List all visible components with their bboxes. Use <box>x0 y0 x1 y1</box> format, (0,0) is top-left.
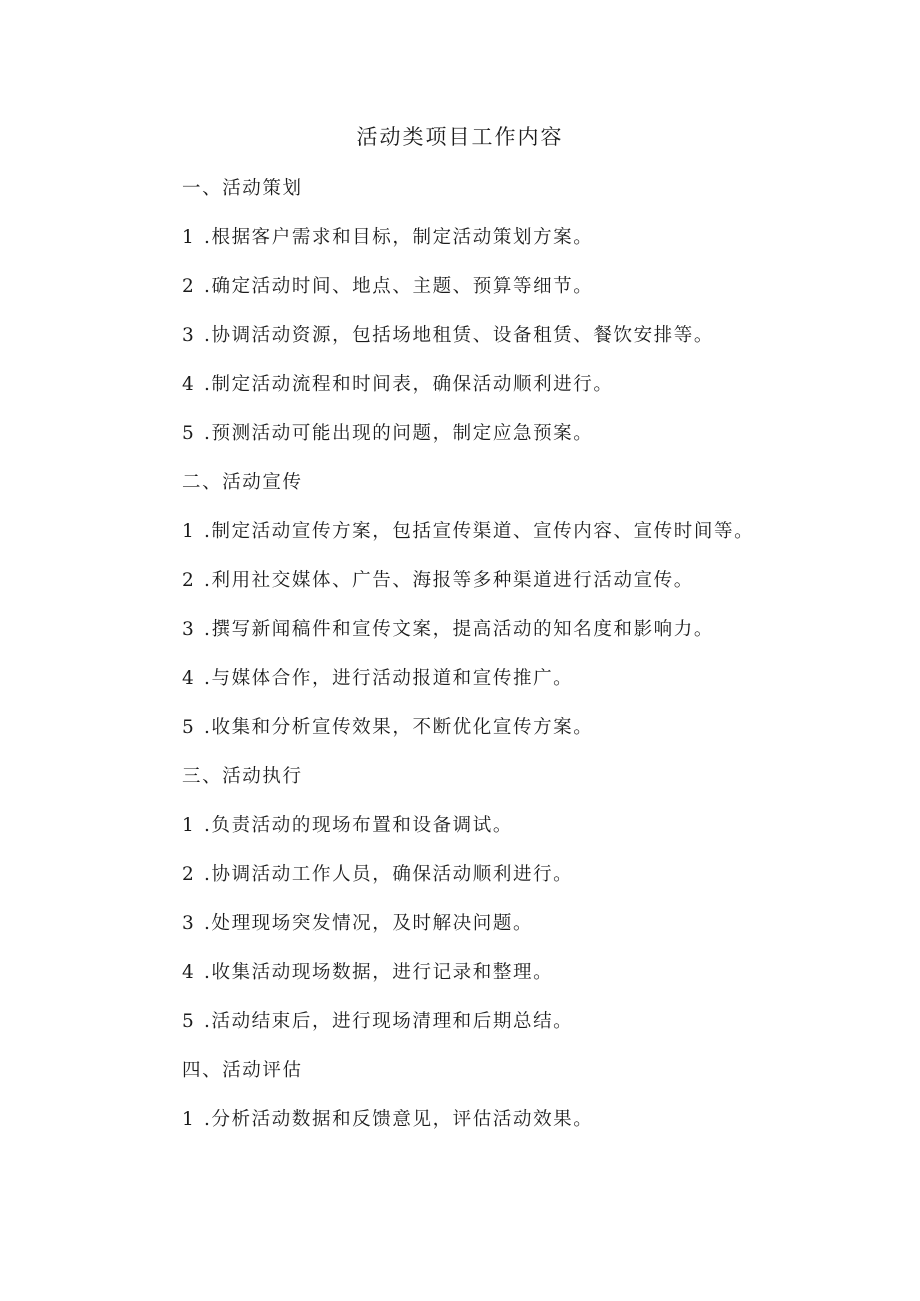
item-number: 4 <box>182 374 196 395</box>
section-heading: 二、活动宣传 <box>182 472 303 493</box>
item-number: 2 <box>182 276 196 297</box>
list-item <box>182 515 822 564</box>
list-item <box>182 319 822 368</box>
item-text: .撰写新闻稿件和宣传文案，提高活动的知名度和影响力。 <box>204 619 714 640</box>
item-text: .制定活动流程和时间表，确保活动顺利进行。 <box>204 374 614 395</box>
item-text: .根据客户需求和目标，制定活动策划方案。 <box>204 227 594 248</box>
list-item <box>182 221 822 270</box>
item-number: 2 <box>182 570 196 591</box>
item-text: .协调活动资源，包括场地租赁、设备租赁、餐饮安排等。 <box>204 325 714 346</box>
item-text: .收集活动现场数据，进行记录和整理。 <box>204 962 554 983</box>
item-text: .与媒体合作，进行活动报道和宣传推广。 <box>204 668 574 689</box>
item-text: .制定活动宣传方案，包括宣传渠道、宣传内容、宣传时间等。 <box>204 521 755 542</box>
item-number: 4 <box>182 668 196 689</box>
section-heading: 三、活动执行 <box>182 766 303 787</box>
list-item <box>182 368 822 417</box>
item-text: .利用社交媒体、广告、海报等多种渠道进行活动宣传。 <box>204 570 694 591</box>
item-number: 3 <box>182 619 196 640</box>
list-item <box>182 1005 822 1054</box>
list-item <box>182 907 822 956</box>
item-number: 3 <box>182 913 196 934</box>
item-text: .协调活动工作人员，确保活动顺利进行。 <box>204 864 574 885</box>
item-number: 1 <box>182 521 196 542</box>
section-heading: 四、活动评估 <box>182 1060 303 1081</box>
item-number: 1 <box>182 815 196 836</box>
list-item <box>182 417 822 466</box>
section-heading: 一、活动策划 <box>182 178 303 199</box>
item-text: .预测活动可能出现的问题，制定应急预案。 <box>204 423 594 444</box>
item-number: 3 <box>182 325 196 346</box>
item-text: .处理现场突发情况，及时解决问题。 <box>204 913 534 934</box>
list-item <box>182 809 822 858</box>
item-text: .活动结束后，进行现场清理和后期总结。 <box>204 1011 574 1032</box>
item-number: 2 <box>182 864 196 885</box>
item-number: 5 <box>182 1011 196 1032</box>
list-item <box>182 956 822 1005</box>
item-text: .确定活动时间、地点、主题、预算等细节。 <box>204 276 594 297</box>
list-item <box>182 858 822 907</box>
item-number: 5 <box>182 717 196 738</box>
list-item <box>182 270 822 319</box>
list-item <box>182 662 822 711</box>
document-title: 活动类项目工作内容 <box>356 125 564 149</box>
list-item <box>182 613 822 662</box>
item-number: 1 <box>182 1109 196 1130</box>
list-item <box>182 1103 822 1152</box>
item-text: .负责活动的现场布置和设备调试。 <box>204 815 513 836</box>
item-number: 5 <box>182 423 196 444</box>
item-number: 1 <box>182 227 196 248</box>
list-item <box>182 711 822 760</box>
list-item <box>182 564 822 613</box>
document-body <box>182 172 822 1152</box>
item-text: .分析活动数据和反馈意见，评估活动效果。 <box>204 1109 594 1130</box>
item-number: 4 <box>182 962 196 983</box>
item-text: .收集和分析宣传效果，不断优化宣传方案。 <box>204 717 594 738</box>
